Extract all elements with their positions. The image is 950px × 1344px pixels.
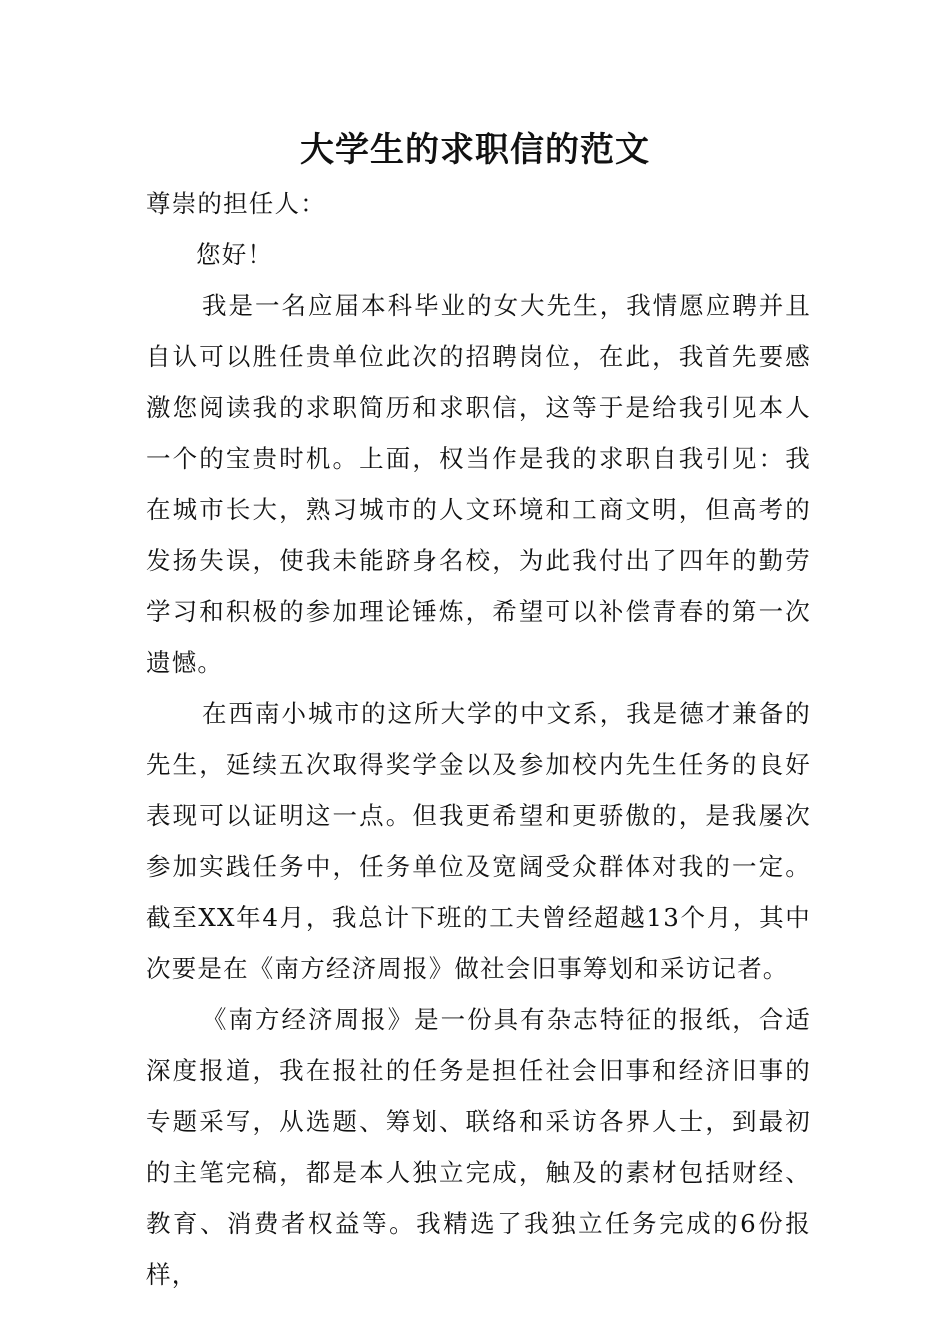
paragraph-2: 在西南小城市的这所大学的中文系，我是德才兼备的先生，延续五次取得奖学金以及参加校内先生任务的良好表现可以证明这一点。但我更希望和更骄傲的，是我屡次参加实践任务中，任务单位及宽阔受众群体对我的一定。截至XX年4月，我总计下班的工夫曾经超越13个月，其中次要是在《南方经济周报》做社会旧事筹划和采访记者。 xyxy=(146,699,811,983)
document-title: 大学生的求职信的范文 xyxy=(300,130,650,170)
paragraph-1: 我是一名应届本科毕业的女大先生，我情愿应聘并且自认可以胜任贵单位此次的招聘岗位，在此，我首先要感激您阅读我的求职简历和求职信，这等于是给我引见本人一个的宝贵时机。上面，权当作是我的求职自我引见：我在城市长大，熟习城市的人文环境和工商文明，但高考的发扬失误，使我未能跻身名校，为此我付出了四年的勤劳学习和积极的参加理论锤炼，希望可以补偿青春的第一次遗憾。 xyxy=(146,291,811,677)
paragraph-3: 《南方经济周报》是一份具有杂志特征的报纸，合适深度报道，我在报社的任务是担任社会旧事和经济旧事的专题采写，从选题、筹划、联络和采访各界人士，到最初的主笔完稿，都是本人独立完成，触及的素材包括财经、教育、消费者权益等。我精选了我独立任务完成的6份报样， xyxy=(146,1005,811,1289)
greeting: 您好！ xyxy=(196,240,274,269)
letter-body xyxy=(146,178,811,1300)
salutation: 尊崇的担任人： xyxy=(146,189,326,218)
